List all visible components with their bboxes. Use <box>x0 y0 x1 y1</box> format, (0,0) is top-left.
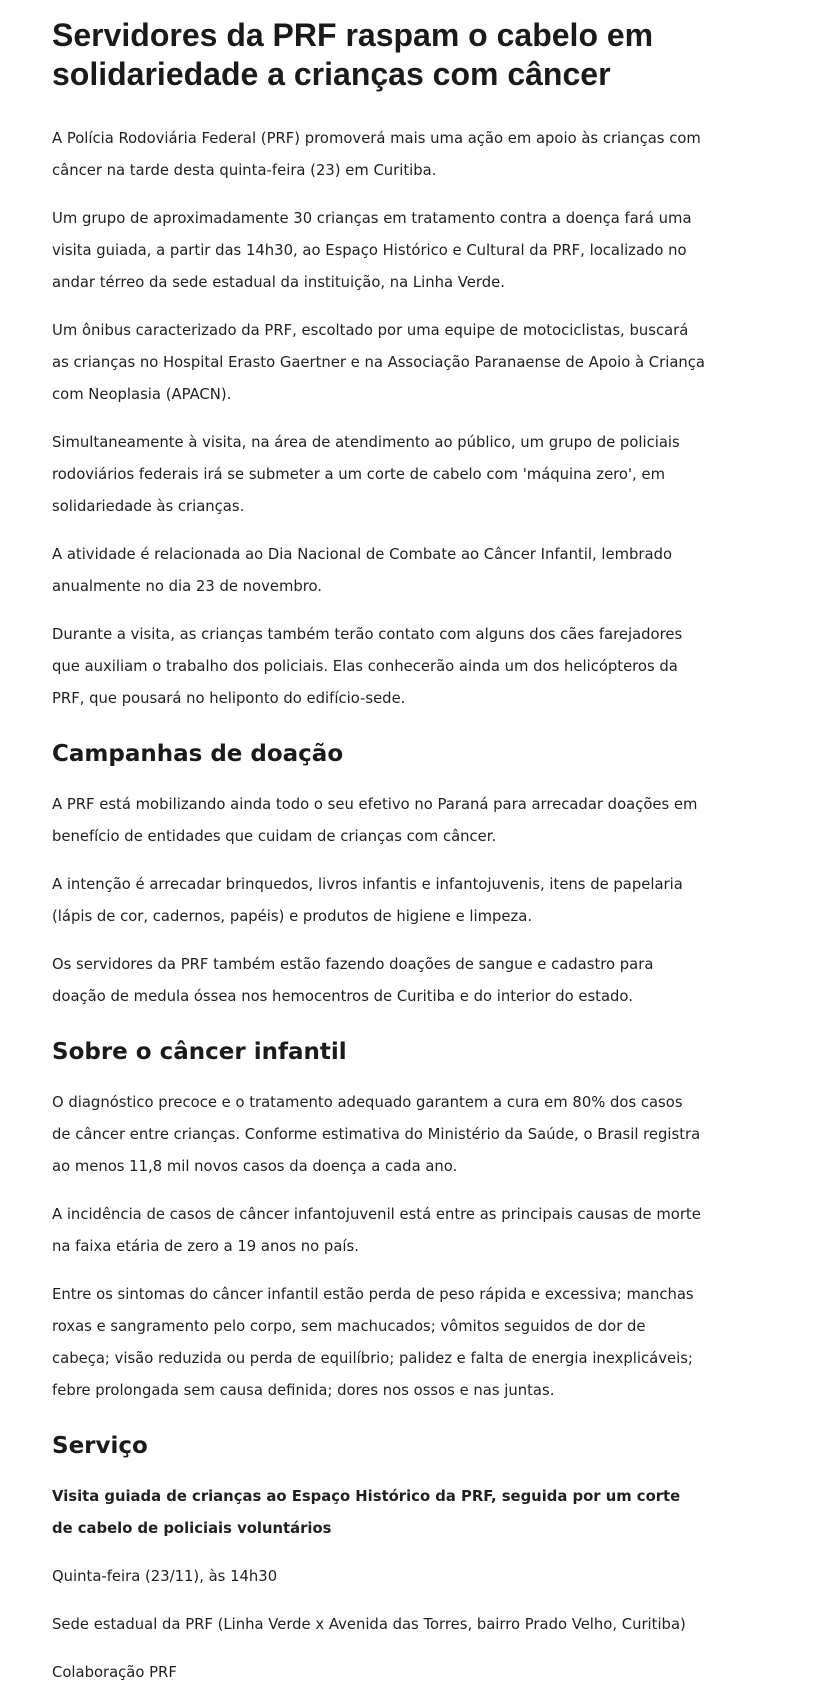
article-paragraph: A atividade é relacionada ao Dia Nacional de Combate ao Câncer Infantil, lembrado anualmente no dia 23 de novembro. <box>52 546 673 595</box>
article-paragraph: A intenção é arrecadar brinquedos, livros infantis e infantojuvenis, itens de papelaria (lápis de cor, cadernos, papéis) e produtos de higiene e limpeza. <box>52 876 683 925</box>
service-summary: Visita guiada de crianças ao Espaço Histórico da PRF, seguida por um corte de cabelo de policiais voluntários <box>52 1488 681 1537</box>
article-title: Servidores da PRF raspam o cabelo em solidariedade a crianças com câncer <box>52 17 654 92</box>
article-paragraph: Um ônibus caracterizado da PRF, escoltado por uma equipe de motociclistas, buscará as crianças no Hospital Erasto Gaertner e na Associação Paranaense de Apoio à Criança com Neoplasia (APACN). <box>52 322 705 403</box>
article-paragraph: Os servidores da PRF também estão fazendo doações de sangue e cadastro para doação de medula óssea nos hemocentros de Curitiba e do interior do estado. <box>52 956 654 1005</box>
article-paragraph: O diagnóstico precoce e o tratamento adequado garantem a cura em 80% dos casos de câncer entre crianças. Conforme estimativa do Ministério da Saúde, o Brasil registra ao menos 11,8 mil novos casos da doença a cada ano. <box>52 1094 701 1175</box>
article-paragraph: Simultaneamente à visita, na área de atendimento ao público, um grupo de policiais rodoviários federais irá se submeter a um corte de cabelo com 'máquina zero', em solidariedade às crianças. <box>52 434 680 515</box>
article-credit: Colaboração PRF <box>52 1664 177 1681</box>
article-paragraph: Durante a visita, as crianças também terão contato com alguns dos cães farejadores que auxiliam o trabalho dos policiais. Elas conhecerão ainda um dos helicópteros da PRF, que pousará no heliponto do edifício-sede. <box>52 626 683 707</box>
section-heading-campanhas: Campanhas de doação <box>52 741 344 767</box>
section-heading-servico: Serviço <box>52 1433 148 1459</box>
article-paragraph: A incidência de casos de câncer infantojuvenil está entre as principais causas de morte na faixa etária de zero a 19 anos no país. <box>52 1206 701 1255</box>
service-date: Quinta-feira (23/11), às 14h30 <box>52 1568 278 1585</box>
section-heading-cancer-infantil: Sobre o câncer infantil <box>52 1039 347 1065</box>
article-paragraph: Entre os sintomas do câncer infantil estão perda de peso rápida e excessiva; manchas roxas e sangramento pelo corpo, sem machucados; vômitos seguidos de dor de cabeça; visão reduzida ou perda de equilíbrio; palidez e falta de energia inexplicáveis; febre prolongada sem causa definida; dores nos ossos e nas juntas. <box>52 1286 694 1399</box>
article-paragraph: A Polícia Rodoviária Federal (PRF) promoverá mais uma ação em apoio às crianças com câncer na tarde desta quinta-feira (23) em Curitiba. <box>52 130 701 179</box>
service-location: Sede estadual da PRF (Linha Verde x Avenida das Torres, bairro Prado Velho, Curitiba) <box>52 1616 686 1633</box>
article-paragraph: A PRF está mobilizando ainda todo o seu efetivo no Paraná para arrecadar doações em benefício de entidades que cuidam de crianças com câncer. <box>52 796 698 845</box>
article-paragraph: Um grupo de aproximadamente 30 crianças em tratamento contra a doença fará uma visita guiada, a partir das 14h30, ao Espaço Histórico e Cultural da PRF, localizado no andar térreo da sede estadual da instituição, na Linha Verde. <box>52 210 692 291</box>
